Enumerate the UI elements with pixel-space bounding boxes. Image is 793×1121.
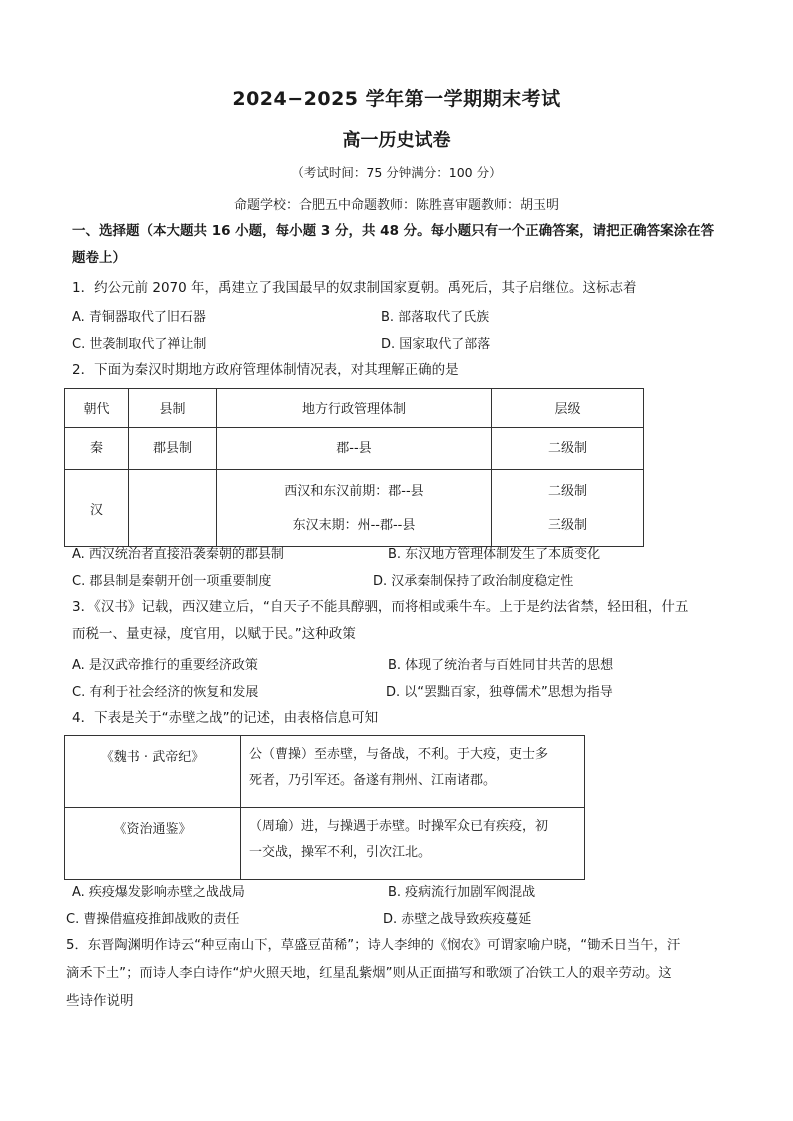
q4-option-a: A. 疾疫爆发影响赤壁之战战局 [72, 885, 245, 900]
q4-text-2 [241, 808, 585, 880]
q2-option-a: A. 西汉统治者直接沿袭秦朝的郡县制 [72, 547, 284, 562]
q2-header-admin: 地方行政管理体制 [217, 389, 492, 428]
q1-stem: 1．约公元前 2070 年，禹建立了我国最早的奴隶制国家夏朝。禹死后，其子启继位。这标志着 [72, 280, 637, 296]
q4-source-1: 《魏书 · 武帝纪》 [65, 736, 241, 808]
q2-row1-admin: 郡--县 [217, 428, 492, 470]
q3-option-a: A. 是汉武帝推行的重要经济政策 [72, 658, 258, 673]
section-heading-cont: 题卷上） [72, 250, 126, 266]
q2-row2-admin-line1: 西汉和东汉前期：郡--县 [284, 484, 424, 499]
q5-stem-line3: 些诗作说明 [66, 993, 134, 1009]
section-heading: 一、选择题（本大题共 16 小题，每小题 3 分，共 48 分。每小题只有一个正确答案，请把正确答案涂在答 [72, 223, 715, 239]
q4-text-1 [241, 736, 585, 808]
q4-text-2-line2: 一交战，操军不利，引次江北。 [249, 845, 432, 860]
q4-table [64, 735, 585, 880]
q4-source-2: 《资治通鉴》 [65, 808, 241, 880]
q1-option-d: D. 国家取代了部落 [381, 337, 491, 352]
q2-row1-county: 郡县制 [129, 428, 217, 470]
q3-option-d: D. 以“罢黜百家，独尊儒术”思想为指导 [386, 685, 613, 700]
exam-info: （考试时间：75 分钟满分：100 分） [291, 165, 502, 180]
q2-header-dynasty: 朝代 [65, 389, 129, 428]
q4-text-1-line2: 死者，乃引军还。备遂有荆州、江南诸郡。 [249, 773, 497, 788]
exam-title: 2024−2025 学年第一学期期末考试 [232, 88, 561, 110]
q2-option-b: B. 东汉地方管理体制发生了本质变化 [388, 547, 601, 562]
q2-row2-level-line1: 二级制 [547, 484, 587, 499]
q4-stem: 4．下表是关于“赤壁之战”的记述，由表格信息可知 [72, 710, 379, 726]
q4-text-2-line1: （周瑜）进，与操遇于赤壁。时操军众已有疾疫，初 [249, 819, 549, 834]
q4-option-d: D. 赤壁之战导致疾疫蔓延 [383, 912, 532, 927]
q2-option-c: C. 郡县制是秦朝开创一项重要制度 [72, 574, 272, 589]
q3-option-b: B. 体现了统治者与百姓同甘共苦的思想 [388, 658, 614, 673]
q2-row2-admin-line2: 东汉末期：州--郡--县 [292, 518, 416, 533]
q1-option-b: B. 部落取代了氏族 [381, 310, 490, 325]
q3-option-c: C. 有利于社会经济的恢复和发展 [72, 685, 259, 700]
q4-option-c: C. 曹操借瘟疫推卸战败的责任 [66, 912, 240, 927]
q2-row2-level-line2: 三级制 [547, 518, 587, 533]
q2-table [64, 388, 644, 547]
q2-header-level: 层级 [492, 389, 644, 428]
q5-stem-line1: 5．东晋陶渊明作诗云“种豆南山下，草盛豆苗稀”；诗人李绅的《悯农》可谓家喻户晓，“锄禾日当午，汗 [66, 938, 681, 953]
q2-row2-dynasty: 汉 [65, 470, 129, 547]
q4-option-b: B. 疫病流行加剧军阀混战 [388, 885, 536, 900]
q2-row2-county [129, 470, 217, 547]
q2-stem: 2．下面为秦汉时期地方政府管理体制情况表，对其理解正确的是 [72, 362, 459, 378]
exam-authors: 命题学校：合肥五中命题教师：陈胜喜审题教师：胡玉明 [233, 198, 559, 213]
q1-option-c: C. 世袭制取代了禅让制 [72, 337, 207, 352]
q2-header-county: 县制 [129, 389, 217, 428]
exam-subtitle: 高一历史试卷 [342, 130, 451, 151]
q2-option-d: D. 汉承秦制保持了政治制度稳定性 [373, 574, 574, 589]
q3-stem-line1: 3．《汉书》记载，西汉建立后，“自天子不能具醇驷，而将相或乘牛车。上于是约法省禁，轻田租，什五 [72, 599, 689, 615]
q1-option-a: A. 青铜器取代了旧石器 [72, 310, 206, 325]
q3-stem-line2: 而税一、量吏禄，度官用，以赋于民。”这种政策 [72, 626, 356, 642]
q2-row1-dynasty: 秦 [65, 428, 129, 470]
q4-text-1-line1: 公（曹操）至赤壁，与备战，不利。于大疫，吏士多 [249, 747, 549, 762]
q5-stem-line2: 滴禾下土”；而诗人李白诗作“炉火照天地，红星乱紫烟”则从正面描写和歌颂了冶铁工人的艰辛劳动。这 [66, 966, 672, 981]
q2-row2-level [492, 470, 644, 547]
q2-row1-level: 二级制 [492, 428, 644, 470]
q2-row2-admin [217, 470, 492, 547]
